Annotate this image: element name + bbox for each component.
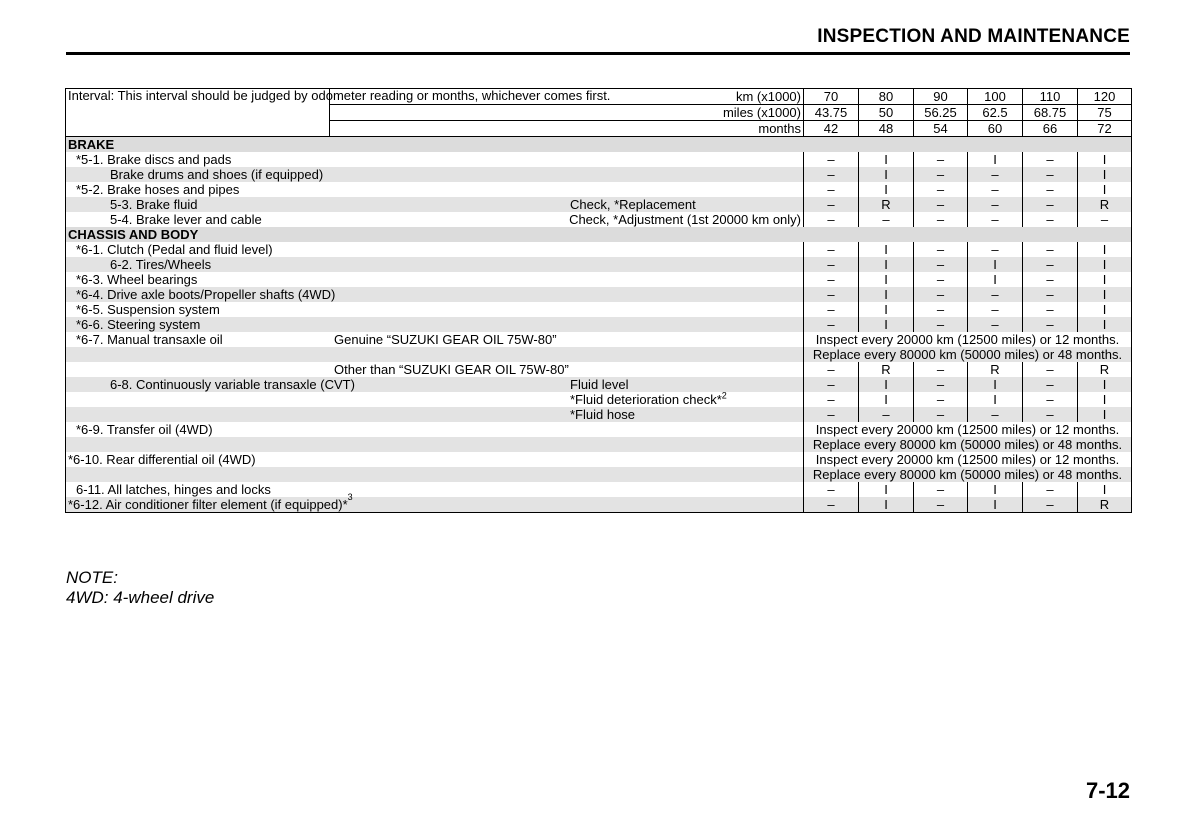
schedule-mark: – [1023, 407, 1078, 422]
schedule-mark: – [914, 182, 968, 197]
schedule-mark: – [1023, 497, 1078, 513]
schedule-mark: – [1023, 272, 1078, 287]
schedule-mark: I [859, 287, 914, 302]
table-row [66, 422, 1132, 437]
schedule-mark: – [1023, 167, 1078, 182]
schedule-mark: – [804, 287, 859, 302]
item-description-cell [66, 272, 804, 287]
item-name: 6-2. Tires/Wheels [110, 257, 212, 272]
section-title: CHASSIS AND BODY [66, 227, 1132, 242]
table-row [66, 452, 1132, 467]
table-row [66, 332, 1132, 347]
schedule-mark: I [1078, 257, 1132, 272]
item-description-cell [66, 347, 804, 362]
item-condition [334, 317, 570, 332]
schedule-mark: I [1078, 377, 1132, 392]
schedule-mark: I [968, 497, 1023, 513]
item-condition: Other than “SUZUKI GEAR OIL 75W-80” [334, 362, 569, 377]
schedule-mark: – [1023, 182, 1078, 197]
item-name: *6-5. Suspension system [76, 302, 220, 317]
table-row [66, 377, 1132, 392]
schedule-mark: I [968, 152, 1023, 167]
item-condition [334, 152, 570, 167]
schedule-mark: R [1078, 197, 1132, 212]
interval-instruction: Replace every 80000 km (50000 miles) or 48 months. [804, 437, 1132, 452]
schedule-mark: I [1078, 407, 1132, 422]
table-row [66, 287, 1132, 302]
schedule-mark: – [804, 242, 859, 257]
schedule-mark: – [1023, 362, 1078, 377]
schedule-mark: – [859, 212, 914, 227]
schedule-mark: – [1023, 212, 1078, 227]
section-title: BRAKE [66, 137, 1132, 153]
table-row [66, 497, 1132, 513]
item-name: 6-8. Continuously variable transaxle (CVT) [110, 377, 355, 392]
schedule-mark: – [804, 362, 859, 377]
schedule-mark: – [914, 167, 968, 182]
table-row [66, 407, 1132, 422]
schedule-mark: – [1023, 482, 1078, 497]
table-row [66, 257, 1132, 272]
schedule-mark: – [1078, 212, 1132, 227]
schedule-mark: – [968, 212, 1023, 227]
schedule-mark: – [914, 362, 968, 377]
months-value: 42 [804, 121, 859, 137]
schedule-mark: – [914, 152, 968, 167]
interval-instruction: Replace every 80000 km (50000 miles) or 48 months. [804, 467, 1132, 482]
item-action: Check, *Adjustment (1st 20000 km only) [569, 212, 801, 227]
item-name-footnote: 3 [347, 492, 353, 502]
item-condition [334, 182, 570, 197]
item-description-cell [66, 332, 804, 347]
item-condition [334, 422, 570, 437]
item-description-cell [66, 392, 804, 407]
item-condition [334, 377, 570, 392]
schedule-mark: I [1078, 302, 1132, 317]
item-action: *Fluid hose [570, 407, 636, 422]
table-row [66, 242, 1132, 257]
item-name [68, 407, 76, 422]
interval-instruction: Replace every 80000 km (50000 miles) or 48 months. [804, 347, 1132, 362]
schedule-mark: – [968, 182, 1023, 197]
schedule-mark: – [804, 377, 859, 392]
schedule-mark: – [968, 167, 1023, 182]
table-row [66, 317, 1132, 332]
km-value: 110 [1023, 89, 1078, 105]
schedule-mark: – [914, 197, 968, 212]
table-row [66, 167, 1132, 182]
schedule-mark: R [968, 362, 1023, 377]
schedule-mark: I [968, 377, 1023, 392]
note-text: 4WD: 4-wheel drive [66, 588, 215, 607]
schedule-mark: – [968, 317, 1023, 332]
item-name: 5-3. Brake fluid [110, 197, 198, 212]
schedule-mark: I [968, 392, 1023, 407]
schedule-mark: R [859, 362, 914, 377]
miles-value: 75 [1078, 105, 1132, 121]
schedule-mark: – [804, 392, 859, 407]
schedule-mark: I [1078, 317, 1132, 332]
item-description-cell [66, 362, 804, 377]
item-condition [334, 392, 570, 407]
item-name: *6-10. Rear differential oil (4WD) [68, 452, 256, 467]
table-row [66, 437, 1132, 452]
schedule-mark: – [914, 272, 968, 287]
schedule-mark: I [859, 242, 914, 257]
schedule-mark: I [859, 482, 914, 497]
table-row [66, 152, 1132, 167]
schedule-mark: I [859, 152, 914, 167]
schedule-mark: – [914, 317, 968, 332]
schedule-mark: R [1078, 362, 1132, 377]
miles-value: 50 [859, 105, 914, 121]
item-description-cell [66, 287, 804, 302]
table-row [66, 347, 1132, 362]
schedule-mark: I [859, 167, 914, 182]
table-row [66, 197, 1132, 212]
schedule-mark: – [1023, 317, 1078, 332]
schedule-mark: I [1078, 272, 1132, 287]
schedule-mark: – [1023, 287, 1078, 302]
item-description-cell [66, 422, 804, 437]
section-header-row [66, 227, 1132, 242]
table-row [66, 467, 1132, 482]
item-name [68, 362, 76, 377]
schedule-mark: – [804, 197, 859, 212]
schedule-mark: – [1023, 392, 1078, 407]
schedule-mark: – [804, 482, 859, 497]
schedule-mark: – [1023, 302, 1078, 317]
item-description-cell [66, 317, 804, 332]
schedule-mark: I [859, 272, 914, 287]
schedule-mark: – [804, 257, 859, 272]
months-label: months [330, 121, 804, 137]
miles-value: 56.25 [914, 105, 968, 121]
schedule-mark: – [804, 302, 859, 317]
item-condition [334, 272, 570, 287]
item-description-cell [66, 467, 804, 482]
item-name: *6-3. Wheel bearings [76, 272, 198, 287]
months-value: 60 [968, 121, 1023, 137]
months-value: 66 [1023, 121, 1078, 137]
item-description-cell [66, 407, 804, 422]
item-name: *6-4. Drive axle boots/Propeller shafts (4WD) [76, 287, 336, 302]
item-name: *6-6. Steering system [76, 317, 201, 332]
schedule-mark: I [968, 257, 1023, 272]
schedule-mark: – [914, 257, 968, 272]
schedule-mark: – [1023, 257, 1078, 272]
schedule-mark: – [914, 287, 968, 302]
schedule-mark: – [914, 392, 968, 407]
schedule-mark: I [968, 272, 1023, 287]
table-row [66, 362, 1132, 377]
table-row [66, 272, 1132, 287]
km-value: 100 [968, 89, 1023, 105]
item-name: 5-4. Brake lever and cable [110, 212, 262, 227]
miles-value: 68.75 [1023, 105, 1078, 121]
schedule-mark: – [914, 212, 968, 227]
item-description-cell [66, 492, 804, 513]
schedule-mark: – [804, 152, 859, 167]
schedule-mark: I [968, 482, 1023, 497]
item-condition [334, 302, 570, 317]
table-row [66, 482, 1132, 497]
item-name: *5-2. Brake hoses and pipes [76, 182, 240, 197]
schedule-mark: – [968, 197, 1023, 212]
item-condition [334, 197, 570, 212]
item-name [68, 392, 76, 407]
schedule-mark: – [859, 407, 914, 422]
km-value: 90 [914, 89, 968, 105]
item-description-cell [66, 377, 804, 392]
item-description-cell [66, 257, 804, 272]
miles-value: 43.75 [804, 105, 859, 121]
item-description-cell [66, 437, 804, 452]
item-condition [334, 482, 570, 497]
km-label: km (x1000) [330, 89, 804, 105]
schedule-mark: I [1078, 287, 1132, 302]
schedule-mark: I [1078, 482, 1132, 497]
item-condition [334, 167, 570, 182]
item-description-cell [66, 302, 804, 317]
schedule-mark: – [914, 497, 968, 513]
item-condition: Genuine “SUZUKI GEAR OIL 75W-80” [334, 332, 557, 347]
table-row [66, 302, 1132, 317]
item-description-cell [66, 152, 804, 167]
item-name: Brake drums and shoes (if equipped) [110, 167, 324, 182]
schedule-mark: – [1023, 242, 1078, 257]
schedule-mark: I [859, 497, 914, 513]
table-row [66, 392, 1132, 407]
km-value: 80 [859, 89, 914, 105]
section-header-row [66, 137, 1132, 153]
km-value: 70 [804, 89, 859, 105]
months-value: 48 [859, 121, 914, 137]
schedule-mark: I [1078, 167, 1132, 182]
schedule-mark: I [1078, 392, 1132, 407]
item-condition [353, 497, 589, 512]
schedule-mark: R [859, 197, 914, 212]
schedule-mark: – [968, 407, 1023, 422]
schedule-mark: – [914, 407, 968, 422]
schedule-mark: – [804, 317, 859, 332]
schedule-mark: – [804, 182, 859, 197]
schedule-mark: I [859, 317, 914, 332]
interval-instruction: Inspect every 20000 km (12500 miles) or 12 months. [804, 332, 1132, 347]
item-action: Check, *Replacement [570, 197, 696, 212]
item-description-cell [66, 242, 804, 257]
schedule-mark: – [804, 407, 859, 422]
note-title: NOTE: [66, 568, 118, 587]
schedule-mark: – [968, 287, 1023, 302]
schedule-mark: – [914, 482, 968, 497]
miles-label: miles (x1000) [330, 105, 804, 121]
schedule-mark: – [1023, 152, 1078, 167]
item-description-cell [66, 212, 804, 227]
item-name: *6-12. Air conditioner filter element (if equipped)* [68, 497, 348, 512]
item-description-cell [66, 197, 804, 212]
schedule-mark: – [804, 272, 859, 287]
item-condition [334, 242, 570, 257]
km-value: 120 [1078, 89, 1132, 105]
schedule-mark: – [914, 377, 968, 392]
interval-description: Interval: This interval should be judged by odometer reading or months, whichever comes first. [66, 89, 330, 137]
schedule-mark: – [968, 242, 1023, 257]
interval-km-row [66, 89, 1132, 105]
maintenance-schedule-table [65, 88, 1132, 513]
item-name: *6-7. Manual transaxle oil [76, 332, 223, 347]
table-row [66, 212, 1132, 227]
schedule-mark: – [1023, 377, 1078, 392]
months-value: 54 [914, 121, 968, 137]
item-condition [334, 287, 570, 302]
schedule-mark: I [1078, 182, 1132, 197]
schedule-mark: I [859, 392, 914, 407]
schedule-mark: I [859, 377, 914, 392]
schedule-mark: – [914, 242, 968, 257]
schedule-mark: – [1023, 197, 1078, 212]
item-description-cell [66, 167, 804, 182]
item-description-cell [66, 452, 804, 467]
schedule-mark: – [804, 212, 859, 227]
schedule-mark: – [804, 167, 859, 182]
schedule-mark: – [914, 302, 968, 317]
item-name: *6-1. Clutch (Pedal and fluid level) [76, 242, 273, 257]
schedule-mark: R [1078, 497, 1132, 513]
miles-value: 62.5 [968, 105, 1023, 121]
item-condition [334, 212, 570, 227]
item-action: Fluid level [570, 377, 629, 392]
table-row [66, 182, 1132, 197]
schedule-mark: I [859, 182, 914, 197]
months-value: 72 [1078, 121, 1132, 137]
schedule-mark: I [1078, 242, 1132, 257]
page-header-title: INSPECTION AND MAINTENANCE [817, 26, 1130, 47]
note [66, 568, 214, 608]
schedule-mark: – [804, 497, 859, 513]
schedule-mark: I [1078, 152, 1132, 167]
item-name: 6-11. All latches, hinges and locks [76, 482, 271, 497]
item-action: *Fluid deterioration check* [570, 392, 722, 407]
item-description-cell [66, 482, 804, 497]
interval-instruction: Inspect every 20000 km (12500 miles) or 12 months. [804, 452, 1132, 467]
item-name: *5-1. Brake discs and pads [76, 152, 232, 167]
schedule-mark: I [859, 302, 914, 317]
item-condition [334, 407, 570, 422]
header-rule [66, 52, 1130, 55]
item-condition [334, 257, 570, 272]
schedule-mark: I [859, 257, 914, 272]
item-description-cell [66, 182, 804, 197]
item-action-footnote: 2 [721, 390, 727, 401]
item-condition [334, 452, 570, 467]
item-name: *6-9. Transfer oil (4WD) [76, 422, 213, 437]
schedule-mark: – [968, 302, 1023, 317]
interval-instruction: Inspect every 20000 km (12500 miles) or 12 months. [804, 422, 1132, 437]
page-number: 7-12 [1085, 778, 1130, 803]
